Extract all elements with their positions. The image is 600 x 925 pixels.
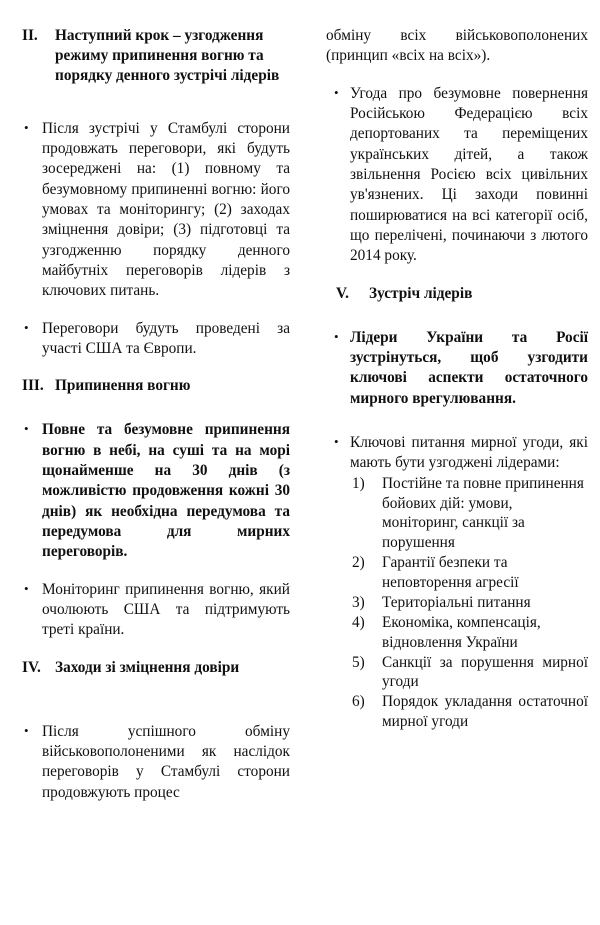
numbered-list-item <box>326 653 588 693</box>
list-item-text: Ключові питання мирної угоди, які мають бути узгоджені лідерами: <box>350 434 588 472</box>
spacer <box>326 267 588 284</box>
numbered-list-item-text: Економіка, компенсація, відновлення України <box>382 613 541 651</box>
spacer <box>12 396 290 420</box>
section-numeral-iii: III. <box>22 377 44 395</box>
spacer <box>12 86 290 119</box>
list-item-text: Моніторинг припинення вогню, який очолюють США та підтримують треті країни. <box>42 580 290 639</box>
numbered-list-item-text: Гарантії безпеки та неповторення агресії <box>382 554 519 592</box>
list-item <box>326 328 588 409</box>
numbered-list-marker: 5) <box>352 653 365 671</box>
section-numeral-ii: II. <box>22 27 38 44</box>
numbered-list-item <box>326 613 588 653</box>
section-numeral-iv: IV. <box>22 658 41 676</box>
bullet-icon: • <box>334 328 339 344</box>
numbered-list-marker: 3) <box>352 593 365 611</box>
list-item-text: обміну всіх військовополонених (принцип «всіх на всіх»). <box>326 27 588 65</box>
spacer <box>12 359 290 376</box>
numbered-list-item <box>326 593 588 613</box>
section-title-v: Зустріч лідерів <box>369 284 473 302</box>
list-item-text: Повне та безумовне припинення вогню в небі, на суші та на морі щонайменше на 30 днів (з можливістю продовження кожні 30 днів) як необхідна передумова та передумова для мирних переговорів. <box>42 421 290 561</box>
list-item <box>12 420 290 562</box>
list-item-continuation <box>326 26 588 67</box>
bullet-icon: • <box>24 722 29 738</box>
list-item <box>326 433 588 474</box>
spacer <box>12 641 290 658</box>
numbered-list-item-text: Постійне та повне припинення бойових дій: умови, моніторинг, санкції за порушення <box>382 474 584 552</box>
bullet-icon: • <box>24 319 29 335</box>
bullet-icon: • <box>24 421 29 437</box>
section-heading-iv <box>12 658 290 678</box>
numbered-list-marker: 4) <box>352 613 365 631</box>
numbered-list-item <box>326 474 588 554</box>
bullet-icon: • <box>334 84 339 100</box>
numbered-list-item-text: Санкції за порушення мирної угоди <box>382 653 588 691</box>
spacer <box>326 67 588 84</box>
spacer <box>326 304 588 328</box>
section-heading-ii <box>12 26 290 86</box>
list-item-text: Після зустрічі у Стамбулі сторони продовжать переговори, які будуть зосереджені на: (1) повному та безумовному припиненні вогню: його умовах та моніторингу; (2) заходах зміцнення довіри; (3) підготовці та узгодженню порядку денного майбутніх переговорів лідерів з ключових питань. <box>42 119 290 300</box>
spacer <box>12 563 290 580</box>
numbered-list-item-text: Порядок укладання остаточної мирної угоди <box>382 693 588 731</box>
section-title-ii: Наступний крок – узгодження режиму припинення вогню та порядку денного зустрічі лідерів <box>55 27 280 84</box>
section-heading-v <box>326 284 588 304</box>
list-item <box>12 319 290 360</box>
list-item-text: Після успішного обміну військовополоненими як наслідок переговорів у Стамбулі сторони продовжують процес <box>42 722 290 801</box>
bullet-icon: • <box>24 580 29 596</box>
list-item-text: Угода про безумовне повернення Російською Федерацією всіх депортованих та переміщених українських дітей, а також звільнення Росією всіх цивільних ув'язнених. Ці заходи повинні поширюватися на всі категорії осіб, що перелічені, починаючи з лютого 2014 року. <box>350 84 588 265</box>
numbered-list-marker: 2) <box>352 554 365 572</box>
list-item-text: Переговори будуть проведені за участі США та Європи. <box>42 319 290 358</box>
spacer <box>326 409 588 433</box>
numbered-list-marker: 1) <box>352 474 365 492</box>
numbered-list-item <box>326 553 588 593</box>
spacer <box>12 678 290 722</box>
numbered-list-item <box>326 692 588 732</box>
list-item <box>12 722 290 803</box>
section-heading-iii <box>12 376 290 396</box>
section-numeral-v: V. <box>336 284 349 302</box>
numbered-list <box>326 474 588 732</box>
list-item-text: Лідери України та Росії зустрінуться, щоб узгодити ключові аспекти остаточного мирного врегулювання. <box>350 328 588 407</box>
list-item <box>12 119 290 302</box>
numbered-list-marker: 6) <box>352 693 365 711</box>
bullet-icon: • <box>24 119 29 135</box>
spacer <box>12 302 290 319</box>
list-item <box>326 84 588 267</box>
bullet-icon: • <box>334 434 339 450</box>
left-column <box>12 26 300 925</box>
list-item <box>12 580 290 641</box>
section-title-iv: Заходи зі зміцнення довіри <box>55 658 240 676</box>
right-column <box>300 26 588 925</box>
numbered-list-item-text: Територіальні питання <box>382 593 531 611</box>
section-title-iii: Припинення вогню <box>55 377 191 395</box>
